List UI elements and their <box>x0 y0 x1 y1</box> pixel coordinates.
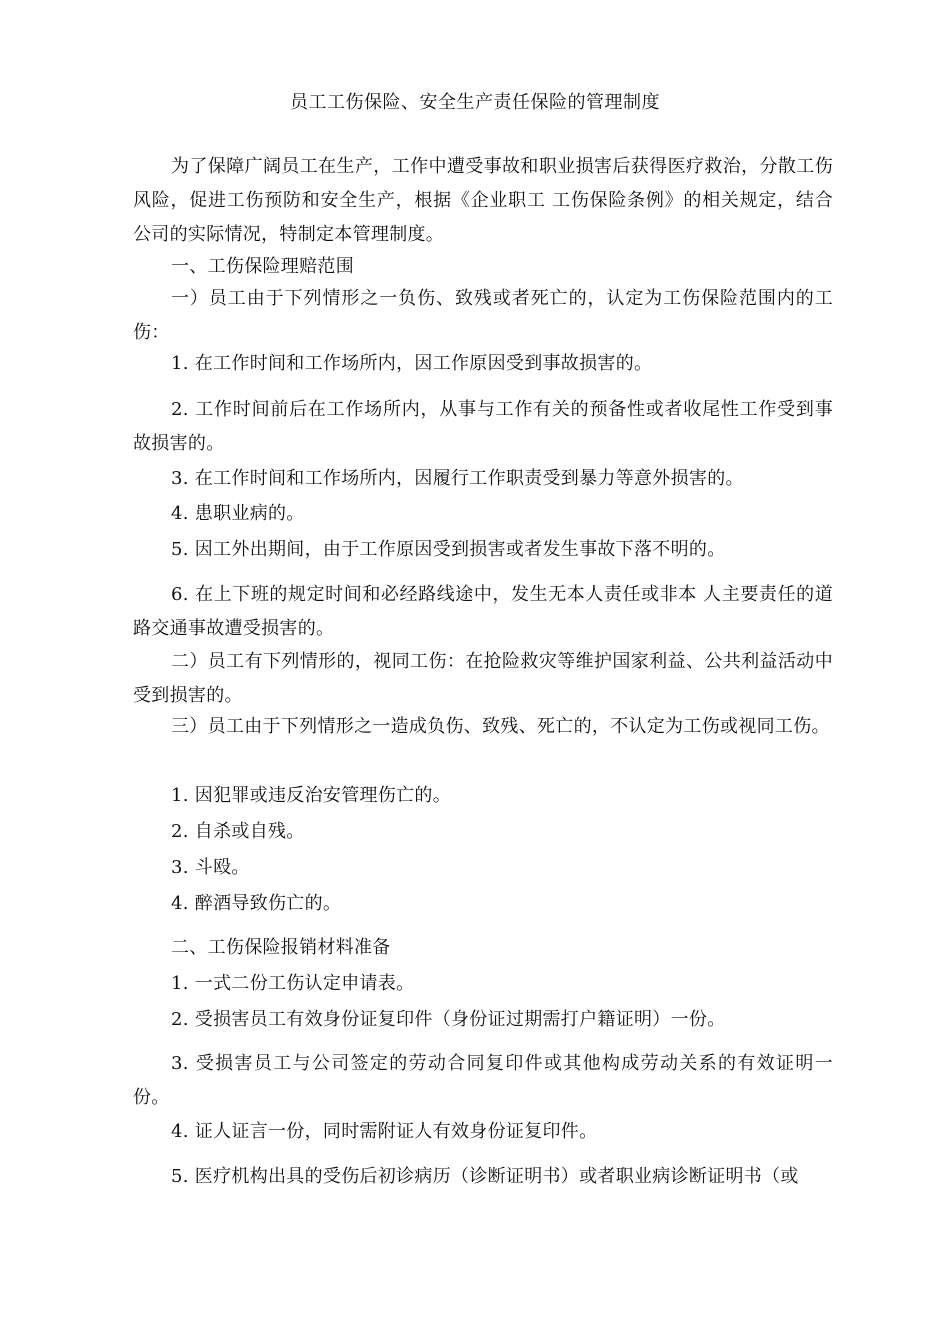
list-item: 3. 斗殴。 <box>171 857 250 878</box>
list-item: 2. 自杀或自残。 <box>171 821 305 842</box>
subsection-paragraph: 三）员工由于下列情形之一造成负伤、致残、死亡的，不认定为工伤或视同工伤。 <box>171 716 830 737</box>
intro-paragraph: 为了保障广阔员工在生产，工作中遭受事故和职业损害后获得医疗救治，分散工伤风险，促进工伤预防和安全生产，根据《企业职工 工伤保险条例》的相关规定，结合公司的实际情况，特制定本管理制度。 <box>133 156 833 245</box>
list-item: 5. 因工外出期间，由于工作原因受到损害或者发生事故下落不明的。 <box>171 539 726 560</box>
subsection-paragraph: 二）员工有下列情形的，视同工伤：在抢险救灾等维护国家利益、公共利益活动中受到损害的。 <box>133 651 833 706</box>
list-item: 4. 证人证言一份，同时需附证人有效身份证复印件。 <box>171 1121 598 1142</box>
list-item: 3. 在工作时间和工作场所内，因履行工作职责受到暴力等意外损害的。 <box>171 468 744 489</box>
list-item: 2. 受损害员工有效身份证复印件（身份证过期需打户籍证明）一份。 <box>171 1009 726 1030</box>
document-title: 员工工伤保险、安全生产责任保险的管理制度 <box>290 92 660 113</box>
list-item: 4. 醉酒导致伤亡的。 <box>171 893 342 914</box>
list-item: 6. 在上下班的规定时间和必经路线途中，发生无本人责任或非本 人主要责任的道路交通事故遭受损害的。 <box>133 584 833 639</box>
subsection-paragraph: 一）员工由于下列情形之一负伤、致残或者死亡的，认定为工伤保险范围内的工伤： <box>133 288 833 343</box>
list-item: 2. 工作时间前后在工作场所内，从事与工作有关的预备性或者收尾性工作受到事故损害的。 <box>133 399 833 454</box>
list-item: 1. 因犯罪或违反治安管理伤亡的。 <box>171 785 451 806</box>
list-item: 1. 在工作时间和工作场所内，因工作原因受到事故损害的。 <box>171 353 653 374</box>
section-heading-scope: 一、工伤保险理赔范围 <box>171 256 354 277</box>
section-heading-materials: 二、工伤保险报销材料准备 <box>171 937 391 958</box>
list-item: 1. 一式二份工伤认定申请表。 <box>171 973 415 994</box>
list-item: 3. 受损害员工与公司签定的劳动合同复印件或其他构成劳动关系的有效证明一份。 <box>133 1053 833 1108</box>
list-item: 5. 医疗机构出具的受伤后初诊病历（诊断证明书）或者职业病诊断证明书（或 <box>171 1166 799 1187</box>
list-item: 4. 患职业病的。 <box>171 503 305 524</box>
